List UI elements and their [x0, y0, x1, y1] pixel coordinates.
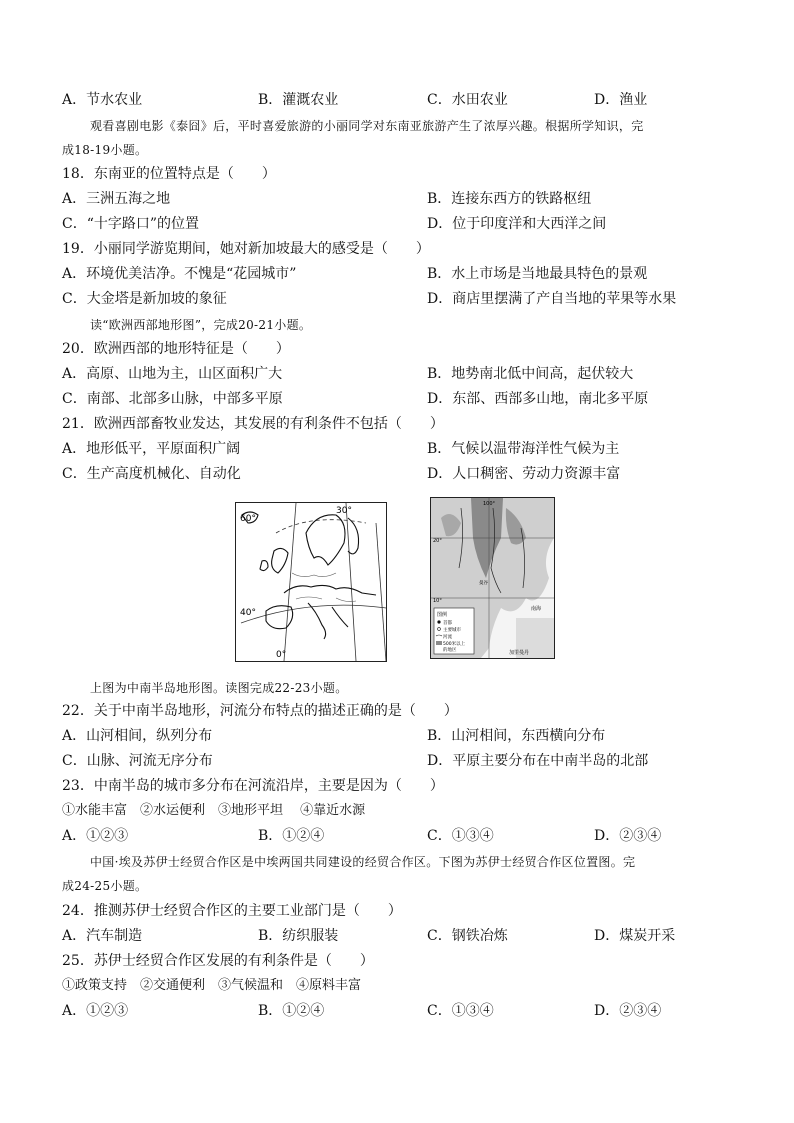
legend-highland: 500米以上	[443, 642, 466, 647]
q25-option-d: D．②③④	[594, 1003, 662, 1019]
q23-choices: ①水能丰富 ②水运便利 ③地形平坦 ④靠近水源	[62, 803, 366, 818]
intro-24-25-line1: 中国·埃及苏伊士经贸合作区是中埃两国共同建设的经贸合作区。下图为苏伊士经贸合作区位置图。完	[90, 855, 636, 869]
q22-stem: 22．关于中南半岛地形，河流分布特点的描述正确的是（ ）	[62, 703, 458, 719]
europe-map-label-0: 0°	[276, 650, 287, 660]
q23-stem: 23．中南半岛的城市多分布在河流沿岸，主要是因为（ ）	[62, 778, 444, 794]
south-china-sea-label: 南海	[531, 606, 542, 612]
q19-option-a: A．环境优美洁净。不愧是“花园城市”	[62, 266, 297, 282]
q22-option-b: B．山河相间，东西横向分布	[427, 728, 606, 744]
q22-option-a: A．山河相间，纵列分布	[62, 728, 213, 744]
highland-icon	[436, 641, 442, 645]
legend-city: 主要城市	[443, 628, 461, 633]
q20-option-b: B．地势南北低中间高，起伏较大	[427, 366, 634, 382]
q25-option-b: B．①②④	[258, 1003, 325, 1019]
q21-option-b: B．气候以温带海洋性气候为主	[427, 441, 620, 457]
q21-stem: 21．欧洲西部畜牧业发达，其发展的有利条件不包括（ ）	[62, 416, 444, 432]
q22-option-c: C．山脉、河流无序分布	[62, 753, 213, 769]
q18-stem: 18．东南亚的位置特点是（ ）	[62, 166, 276, 182]
europe-map-label-60: 60°	[240, 514, 256, 524]
indochina-label-100: 100°	[483, 501, 496, 507]
indochina-label-10: 10°	[433, 598, 442, 604]
europe-map	[235, 502, 387, 662]
q20-stem: 20．欧洲西部的地形特征是（ ）	[62, 341, 290, 357]
legend-capital: 首都	[443, 621, 452, 626]
capital-icon	[437, 620, 440, 623]
intro-18-19-line2: 成18-19小题。	[62, 143, 148, 157]
q22-option-d: D．平原主要分布在中南半岛的北部	[427, 753, 649, 769]
indochina-label-20: 20°	[433, 538, 442, 544]
q23-option-d: D．②③④	[594, 828, 662, 844]
q23-option-c: C．①③④	[427, 828, 494, 844]
q25-stem: 25．苏伊士经贸合作区发展的有利条件是（ ）	[62, 953, 374, 969]
q17-option-d: D．渔业	[594, 92, 648, 108]
q20-option-a: A．高原、山地为主，山区面积广大	[62, 366, 283, 382]
q19-option-d: D．商店里摆满了产自当地的苹果等水果	[427, 291, 677, 307]
intro-22-23: 上图为中南半岛地形图。读图完成22-23小题。	[90, 681, 348, 695]
intro-24-25-line2: 成24-25小题。	[62, 879, 148, 893]
legend-highland-2: 的地区	[443, 648, 457, 653]
q25-choices: ①政策支持 ②交通便利 ③气候温和 ④原料丰富	[62, 978, 362, 993]
q21-option-a: A．地形低平，平原面积广阔	[62, 441, 241, 457]
q24-option-c: C．钢铁冶炼	[427, 928, 508, 944]
intro-18-19-line1: 观看喜剧电影《泰囧》后，平时喜爱旅游的小丽同学对东南亚旅游产生了浓厚兴趣。根据所学知识，完	[90, 119, 644, 133]
q23-option-b: B．①②④	[258, 828, 325, 844]
q24-stem: 24．推测苏伊士经贸合作区的主要工业部门是（ ）	[62, 903, 402, 919]
q25-option-c: C．①③④	[427, 1003, 494, 1019]
legend-title: 图例	[437, 612, 448, 618]
q21-option-d: D．人口稠密、劳动力资源丰富	[427, 466, 621, 482]
q23-option-a: A．①②③	[62, 828, 129, 844]
q19-option-c: C．大金塔是新加坡的象征	[62, 291, 227, 307]
q21-option-c: C．生产高度机械化、自动化	[62, 466, 241, 482]
q19-option-b: B．水上市场是当地最具特色的景观	[427, 266, 648, 282]
intro-20-21: 读“欧洲西部地形图”，完成20-21小题。	[90, 318, 312, 332]
q18-option-a: A．三洲五海之地	[62, 191, 171, 207]
q24-option-a: A．汽车制造	[62, 928, 143, 944]
q18-option-d: D．位于印度洋和大西洋之间	[427, 216, 607, 232]
q17-option-c: C．水田农业	[427, 92, 508, 108]
q25-option-a: A．①②③	[62, 1003, 129, 1019]
kalimantan-label: 加里曼丹	[509, 650, 530, 656]
q18-option-b: B．连接东西方的铁路枢纽	[427, 191, 592, 207]
bangkok-label: 曼谷	[479, 581, 488, 586]
q18-option-c: C．“十字路口”的位置	[62, 216, 200, 232]
q24-option-d: D．煤炭开采	[594, 928, 676, 944]
europe-map-label-40: 40°	[240, 608, 256, 618]
q19-stem: 19．小丽同学游览期间，她对新加坡最大的感受是（ ）	[62, 241, 430, 257]
q17-option-b: B．灌溉农业	[258, 92, 339, 108]
q20-option-c: C．南部、北部多山脉，中部多平原	[62, 391, 283, 407]
q24-option-b: B．纺织服装	[258, 928, 339, 944]
q20-option-d: D．东部、西部多山地，南北多平原	[427, 391, 649, 407]
legend-river: 河流	[443, 635, 452, 640]
q17-option-a: A．节水农业	[62, 92, 143, 108]
europe-map-label-30: 30°	[336, 506, 352, 516]
indochina-map	[430, 497, 555, 659]
